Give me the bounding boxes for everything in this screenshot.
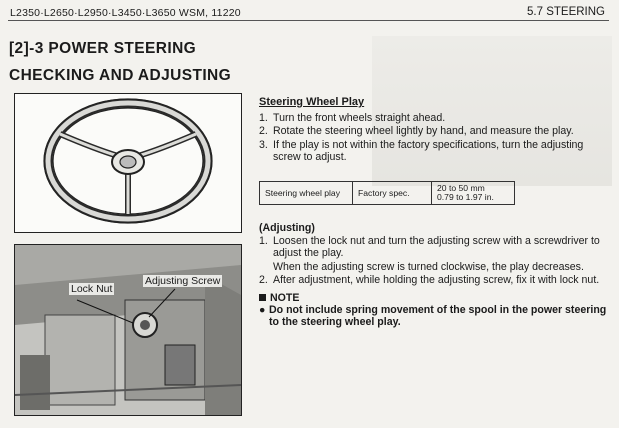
spec-value-mm: 20 to 50 mm: [437, 183, 485, 193]
step-number: 2.: [259, 125, 268, 138]
adjusting-screw-illustration: [15, 245, 241, 415]
step-text: After adjustment, while holding the adjusting screw, fix it with lock nut.: [273, 273, 600, 286]
steering-play-steps: [259, 112, 609, 163]
adjusting-screw-label: Adjusting Screw: [145, 275, 221, 287]
note-heading-text: NOTE: [270, 292, 300, 305]
list-item: [259, 125, 609, 137]
step-text: When the adjusting screw is turned clockwise, the play decreases.: [273, 260, 584, 273]
section-subtitle: CHECKING AND ADJUSTING: [9, 67, 232, 84]
note-heading: [259, 292, 609, 304]
spec-label-cell: Factory spec.: [353, 182, 432, 205]
list-item: [259, 139, 609, 163]
spec-value-cell: [432, 182, 515, 205]
spec-table: [259, 181, 515, 205]
steering-play-section: [259, 96, 609, 164]
header-models: L2350·L2650·L2950·L3450·L3650 WSM, 11220: [10, 7, 241, 19]
step-number: 1.: [259, 112, 268, 125]
steering-wheel-figure: [14, 93, 242, 233]
step-number: 1.: [259, 235, 268, 248]
list-item: [259, 274, 609, 286]
note-bullet: [259, 304, 609, 328]
step-text: Rotate the steering wheel lightly by hand, and measure the play.: [273, 125, 574, 138]
list-item: [259, 112, 609, 124]
spec-value-in: 0.79 to 1.97 in.: [437, 192, 494, 202]
step-text: Turn the front wheels straight ahead.: [273, 112, 446, 125]
header-section: 5.7 STEERING: [527, 6, 605, 18]
adjusting-steps: [259, 235, 609, 286]
table-row: [260, 182, 515, 205]
page-header: [8, 6, 609, 21]
note-square-icon: [259, 294, 266, 301]
step-number: 3.: [259, 138, 268, 151]
note-text: Do not include spring movement of the spool in the power steering to the steering wheel play.: [269, 304, 607, 329]
adjusting-screw-photo: [14, 244, 242, 416]
list-item: [259, 261, 609, 273]
section-title: [2]-3 POWER STEERING: [9, 40, 197, 57]
bullet-icon: ●: [259, 304, 266, 317]
steering-play-heading: Steering Wheel Play: [259, 96, 365, 108]
steering-wheel-illustration: [15, 94, 241, 232]
step-text: If the play is not within the factory specifications, turn the adjusting screw to adjust.: [273, 138, 584, 163]
list-item: [259, 235, 609, 259]
lock-nut-label: Lock Nut: [71, 283, 113, 295]
adjusting-section: [259, 222, 609, 329]
spec-item-cell: Steering wheel play: [260, 182, 353, 205]
step-text: Loosen the lock nut and turn the adjusting screw with a screwdriver to adjust the play.: [273, 235, 600, 260]
step-number: 2.: [259, 273, 268, 286]
adjusting-heading: (Adjusting): [259, 222, 315, 234]
